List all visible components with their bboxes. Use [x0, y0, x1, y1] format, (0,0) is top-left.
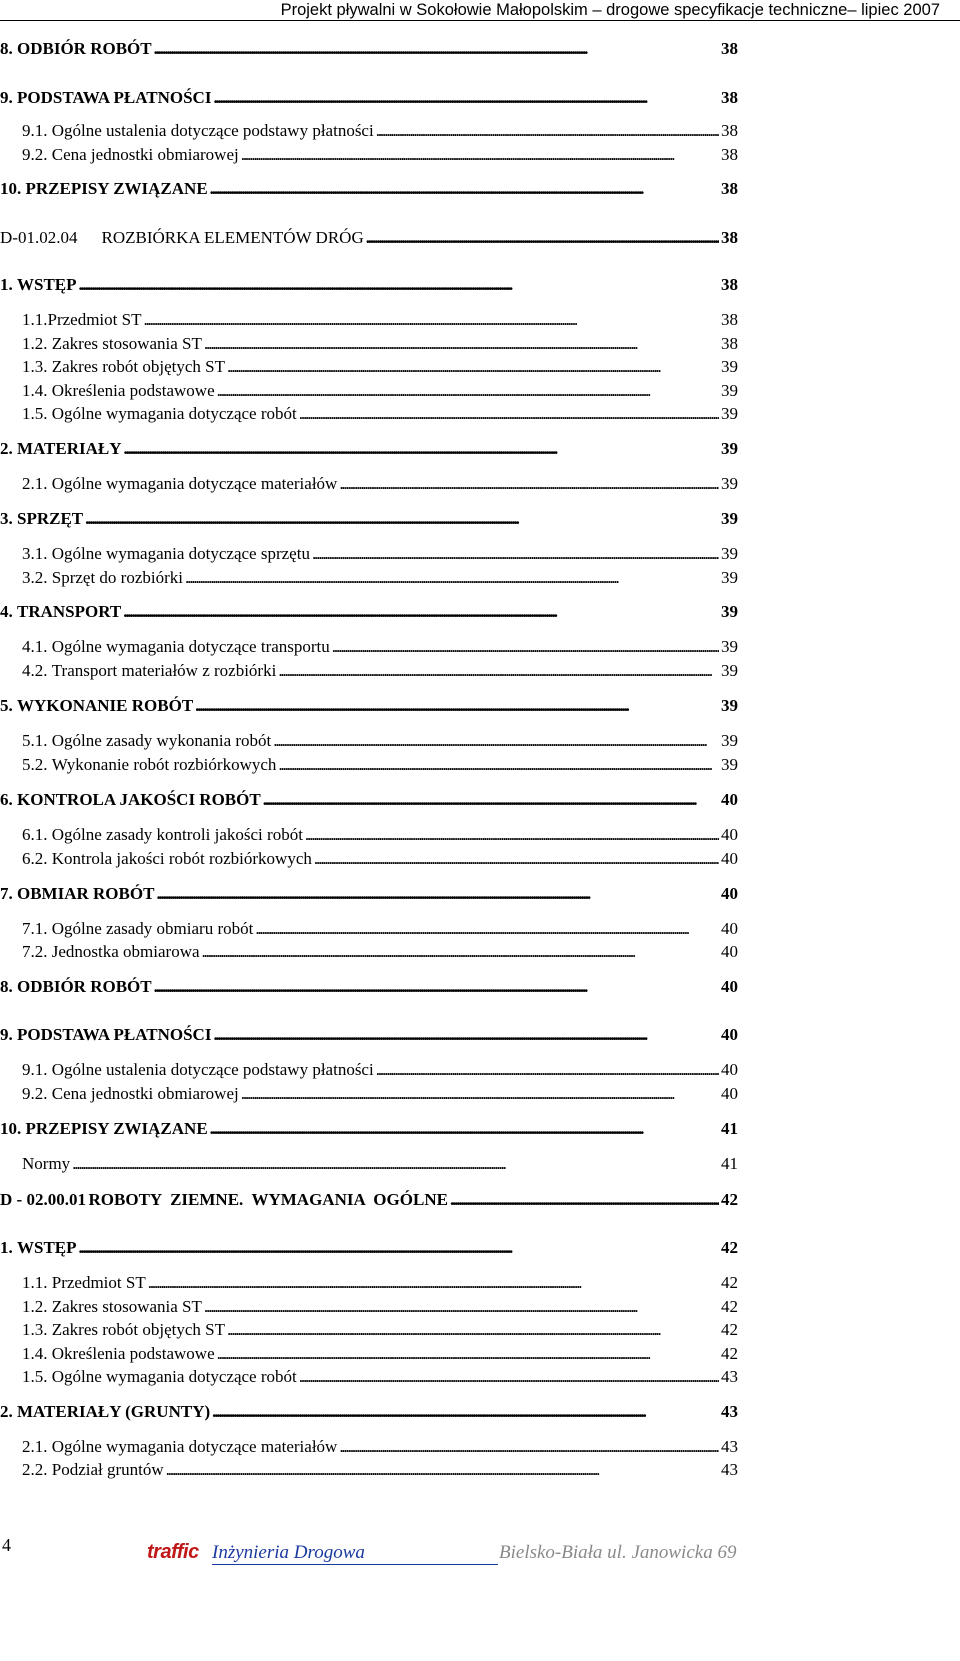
toc-entry-number: 3.1.: [22, 544, 48, 563]
toc-entry-number: 8.: [0, 39, 13, 58]
toc-entry-title: ROBOTY ZIEMNE. WYMAGANIA OGÓLNE: [88, 1190, 448, 1209]
toc-dot-leader: [314, 848, 719, 870]
toc-entry-number: 1.1.: [22, 310, 48, 329]
toc-entry-page: 40: [721, 919, 738, 938]
toc-entry-title: PODSTAWA PŁATNOŚCI: [17, 88, 212, 107]
toc-entry-page: 40: [721, 790, 738, 809]
toc-entry-number: 7.: [0, 884, 13, 903]
toc-entry-number: 6.2.: [22, 849, 48, 868]
toc-entry[interactable]: [22, 1436, 738, 1458]
toc-entry-title: MATERIAŁY: [17, 439, 122, 458]
toc-entry-number: 1.2.: [22, 334, 48, 353]
toc-entry-title: Określenia podstawowe: [51, 381, 215, 400]
toc-entry-number: 5.: [0, 696, 13, 715]
toc-entry-number: 1.1.: [22, 1273, 48, 1292]
toc-entry-page: 39: [721, 509, 738, 528]
toc-entry-number: 7.1.: [22, 919, 48, 938]
toc-dot-leader: [185, 567, 719, 589]
toc-dot-leader: [366, 227, 719, 249]
toc-entry-page: 40: [721, 884, 738, 903]
toc-entry-number: 1.4.: [22, 381, 48, 400]
toc-entry[interactable]: [22, 473, 738, 495]
toc-entry-page: 43: [721, 1402, 738, 1421]
toc-entry-number: 1.4.: [22, 1344, 48, 1363]
toc-entry[interactable]: [22, 1153, 738, 1175]
toc-entry-title: SPRZĘT: [17, 509, 84, 528]
toc-entry[interactable]: [0, 227, 738, 249]
toc-entry[interactable]: [22, 1366, 738, 1388]
toc-entry-number: 1.: [0, 1238, 13, 1257]
toc-entry[interactable]: [22, 730, 738, 752]
toc-dot-leader: [212, 1401, 719, 1423]
toc-entry[interactable]: [0, 976, 738, 998]
toc-entry-title: Ogólne wymagania dotyczące robót: [51, 1367, 297, 1386]
toc-dot-leader: [210, 1118, 719, 1140]
toc-entry[interactable]: [22, 333, 738, 355]
toc-entry[interactable]: [0, 695, 738, 717]
toc-entry-title: WSTĘP: [17, 275, 77, 294]
toc-dot-leader: [255, 918, 719, 940]
toc-entry[interactable]: [22, 144, 738, 166]
toc-entry[interactable]: [22, 543, 738, 565]
toc-entry-page: 38: [721, 310, 738, 329]
toc-dot-leader: [213, 1024, 719, 1046]
toc-entry[interactable]: [22, 1296, 738, 1318]
toc-entry-page: 38: [721, 334, 738, 353]
toc-entry-number: 2.: [0, 1402, 13, 1421]
toc-entry[interactable]: [22, 309, 738, 331]
toc-entry-title: Przedmiot ST: [47, 310, 142, 329]
toc-entry-title: KONTROLA JAKOŚCI ROBÓT: [17, 790, 261, 809]
toc-dot-leader: [213, 87, 719, 109]
toc-entry[interactable]: [22, 567, 738, 589]
toc-entry-number: 1.2.: [22, 1297, 48, 1316]
toc-dot-leader: [143, 309, 719, 331]
toc-entry-page: 41: [721, 1154, 738, 1173]
toc-entry[interactable]: [0, 38, 738, 60]
toc-entry-number: 10.: [0, 179, 22, 198]
toc-entry-number: 9.2.: [22, 1084, 48, 1103]
toc-entry[interactable]: [22, 1459, 738, 1481]
toc-entry[interactable]: [0, 789, 738, 811]
toc-dot-leader: [204, 333, 719, 355]
toc-dot-leader: [241, 1083, 719, 1105]
toc-entry-number: 2.: [0, 439, 13, 458]
toc-dot-leader: [79, 274, 719, 296]
toc-entry-number: 10.: [0, 1119, 22, 1138]
toc-entry-number: 3.: [0, 509, 13, 528]
toc-entry-title: MATERIAŁY (GRUNTY): [17, 1402, 211, 1421]
toc-entry-page: 43: [721, 1367, 738, 1386]
toc-entry[interactable]: [22, 120, 738, 142]
toc-entry[interactable]: [22, 824, 738, 846]
toc-entry[interactable]: [22, 380, 738, 402]
toc-entry-page: 40: [721, 825, 738, 844]
page-number: 4: [2, 1535, 11, 1555]
toc-entry-title: OBMIAR ROBÓT: [17, 884, 155, 903]
toc-entry-page: 42: [721, 1238, 738, 1257]
header-rule: [0, 20, 960, 21]
toc-entry[interactable]: [22, 754, 738, 776]
toc-entry-title: Ogólne wymagania dotyczące robót: [51, 404, 297, 423]
toc-entry-number: 2.1.: [22, 474, 48, 493]
toc-entry[interactable]: [0, 601, 738, 623]
toc-entry[interactable]: [0, 274, 738, 296]
toc-entry-number: 2.2.: [22, 1460, 48, 1479]
toc-entry-page: 42: [721, 1320, 738, 1339]
toc-entry-page: 39: [721, 544, 738, 563]
toc-entry-page: 40: [721, 1060, 738, 1079]
toc-entry-page: 43: [721, 1460, 738, 1479]
toc-entry-title: Ogólne wymagania dotyczące transportu: [51, 637, 330, 656]
toc-entry[interactable]: [0, 1118, 738, 1140]
toc-entry[interactable]: [22, 1343, 738, 1365]
toc-entry-title: Określenia podstawowe: [51, 1344, 215, 1363]
toc-entry-page: 42: [721, 1273, 738, 1292]
toc-entry-number: 9.1.: [22, 1060, 48, 1079]
toc-dot-leader: [72, 1153, 719, 1175]
toc-entry-title: Ogólne wymagania dotyczące materiałów: [51, 1437, 338, 1456]
toc-entry-number: 9.: [0, 88, 13, 107]
toc-dot-leader: [299, 403, 719, 425]
toc-entry-title: WSTĘP: [17, 1238, 77, 1257]
toc-entry-page: 38: [721, 88, 738, 107]
toc-entry-title: TRANSPORT: [17, 602, 122, 621]
toc-entry[interactable]: [22, 636, 738, 658]
footer-address: Bielsko-Biała ul. Janowicka 69: [499, 1542, 737, 1563]
toc-entry-title: Zakres stosowania ST: [51, 334, 202, 353]
toc-entry-number: 2.1.: [22, 1437, 48, 1456]
toc-entry[interactable]: [0, 1237, 738, 1259]
toc-entry-page: 39: [721, 568, 738, 587]
toc-entry-number: 1.3.: [22, 357, 48, 376]
toc-dot-leader: [339, 473, 719, 495]
toc-dot-leader: [202, 941, 719, 963]
toc-entry-page: 40: [721, 1025, 738, 1044]
toc-entry-page: 43: [721, 1437, 738, 1456]
toc-dot-leader: [450, 1189, 719, 1211]
toc-entry-number: D - 02.00.01: [0, 1190, 86, 1209]
toc-entry-page: 40: [721, 1084, 738, 1103]
toc-entry-page: 39: [721, 661, 738, 680]
toc-entry-number: 1.3.: [22, 1320, 48, 1339]
toc-entry-title: Podział gruntów: [51, 1460, 164, 1479]
toc-entry[interactable]: [22, 1319, 738, 1341]
toc-entry-title: Zakres robót objętych ST: [51, 357, 226, 376]
toc-entry-number: 8.: [0, 977, 13, 996]
toc-entry-title: Ogólne zasady kontroli jakości robót: [51, 825, 303, 844]
toc-entry-number: 5.2.: [22, 755, 48, 774]
footer-company-name: Inżynieria Drogowa: [212, 1542, 498, 1565]
toc-dot-leader: [278, 754, 719, 776]
toc-entry-number: 1.: [0, 275, 13, 294]
toc-dot-leader: [263, 789, 719, 811]
toc-entry-title: Transport materiałów z rozbiórki: [51, 661, 277, 680]
toc-entry-title: Ogólne zasady wykonania robót: [51, 731, 272, 750]
toc-entry-page: 38: [721, 228, 738, 247]
toc-entry-page: 39: [721, 637, 738, 656]
toc-dot-leader: [241, 144, 719, 166]
toc-entry-title: PRZEPISY ZWIĄZANE: [25, 1119, 208, 1138]
toc-dot-leader: [154, 38, 719, 60]
toc-entry-number: D-01.02.04: [0, 228, 78, 247]
toc-entry-page: 39: [721, 696, 738, 715]
toc-entry-title: Zakres robót objętych ST: [51, 1320, 226, 1339]
running-header: Projekt pływalni w Sokołowie Małopolskim – drogowe specyfikacje techniczne– lipiec 2007: [280, 1, 940, 19]
toc-dot-leader: [217, 1343, 719, 1365]
toc-entry-number: 9.1.: [22, 121, 48, 140]
toc-entry-title: Ogólne wymagania dotyczące materiałów: [51, 474, 338, 493]
toc-entry-title: Zakres stosowania ST: [51, 1297, 202, 1316]
toc-entry-page: 39: [721, 731, 738, 750]
toc-entry[interactable]: [22, 356, 738, 378]
toc-entry-page: 39: [721, 404, 738, 423]
toc-entry-title: Ogólne ustalenia dotyczące podstawy płatności: [51, 1060, 374, 1079]
toc-entry-number: 1.5.: [22, 404, 48, 423]
toc-entry-number: 9.2.: [22, 145, 48, 164]
toc-entry-page: 39: [721, 474, 738, 493]
toc-entry-title: Ogólne zasady obmiaru robót: [51, 919, 254, 938]
toc-entry-title: PRZEPISY ZWIĄZANE: [25, 179, 208, 198]
toc-dot-leader: [273, 730, 719, 752]
toc-entry-title: Sprzęt do rozbiórki: [51, 568, 183, 587]
toc-entry-title: Ogólne ustalenia dotyczące podstawy płatności: [51, 121, 374, 140]
toc-dot-leader: [332, 636, 719, 658]
toc-dot-leader: [217, 380, 719, 402]
toc-entry[interactable]: [0, 1024, 738, 1046]
toc-entry-page: 42: [721, 1344, 738, 1363]
toc-entry[interactable]: [22, 1059, 738, 1081]
toc-dot-leader: [79, 1237, 719, 1259]
toc-entry[interactable]: [0, 178, 738, 200]
toc-dot-leader: [339, 1436, 719, 1458]
toc-entry-page: 38: [721, 179, 738, 198]
toc-entry-number: 4.: [0, 602, 13, 621]
toc-entry-number: 5.1.: [22, 731, 48, 750]
toc-dot-leader: [148, 1272, 719, 1294]
toc-entry-page: 39: [721, 755, 738, 774]
toc-entry-number: 4.1.: [22, 637, 48, 656]
toc-entry-number: 4.2.: [22, 661, 48, 680]
toc-dot-leader: [166, 1459, 719, 1481]
toc-entry-title: Kontrola jakości robót rozbiórkowych: [51, 849, 312, 868]
toc-dot-leader: [299, 1366, 719, 1388]
toc-entry-page: 38: [721, 39, 738, 58]
toc-entry-page: 40: [721, 849, 738, 868]
toc-entry-title: PODSTAWA PŁATNOŚCI: [17, 1025, 212, 1044]
toc-dot-leader: [376, 1059, 719, 1081]
toc-entry-number: 6.: [0, 790, 13, 809]
toc-entry[interactable]: [22, 848, 738, 870]
toc-entry[interactable]: [0, 438, 738, 460]
toc-entry-page: 38: [721, 145, 738, 164]
toc-entry-title: ODBIÓR ROBÓT: [17, 977, 152, 996]
toc-entry-page: 40: [721, 977, 738, 996]
toc-entry-title: Wykonanie robót rozbiórkowych: [51, 755, 277, 774]
toc-dot-leader: [124, 438, 719, 460]
toc-entry[interactable]: [0, 1189, 738, 1211]
toc-entry-title: Jednostka obmiarowa: [51, 942, 200, 961]
toc-dot-leader: [154, 976, 719, 998]
toc-entry-page: 39: [721, 357, 738, 376]
toc-dot-leader: [227, 1319, 719, 1341]
toc-entry[interactable]: [22, 403, 738, 425]
toc-entry-title: Cena jednostki obmiarowej: [51, 1084, 239, 1103]
toc-entry-page: 40: [721, 942, 738, 961]
toc-entry-title: Cena jednostki obmiarowej: [51, 145, 239, 164]
toc-entry[interactable]: [22, 1272, 738, 1294]
toc-dot-leader: [376, 120, 719, 142]
toc-entry-page: 39: [721, 439, 738, 458]
traffic-logo: traffic: [147, 1541, 199, 1563]
toc-entry-title: Ogólne wymagania dotyczące sprzętu: [51, 544, 310, 563]
toc-entry-title: WYKONANIE ROBÓT: [17, 696, 194, 715]
toc-dot-leader: [85, 508, 719, 530]
toc-entry-number: 9.: [0, 1025, 13, 1044]
toc-entry[interactable]: [22, 941, 738, 963]
toc-entry-title: ROZBIÓRKA ELEMENTÓW DRÓG: [101, 228, 364, 247]
toc-entry[interactable]: [0, 1401, 738, 1423]
toc-entry-page: 39: [721, 381, 738, 400]
toc-entry[interactable]: [22, 918, 738, 940]
toc-entry-page: 38: [721, 275, 738, 294]
toc-dot-leader: [123, 601, 719, 623]
toc-entry[interactable]: [0, 883, 738, 905]
toc-dot-leader: [227, 356, 719, 378]
toc-entry-page: 42: [721, 1190, 738, 1209]
toc-entry-page: 41: [721, 1119, 738, 1138]
toc-dot-leader: [156, 883, 719, 905]
toc-entry[interactable]: [0, 508, 738, 530]
toc-entry[interactable]: [0, 87, 738, 109]
toc-entry-title: Normy: [22, 1154, 71, 1173]
toc-entry-title: ODBIÓR ROBÓT: [17, 39, 152, 58]
toc-entry-number: 6.1.: [22, 825, 48, 844]
toc-entry-number: 7.2.: [22, 942, 48, 961]
toc-entry-page: 42: [721, 1297, 738, 1316]
toc-dot-leader: [305, 824, 719, 846]
toc-dot-leader: [195, 695, 719, 717]
toc-entry-page: 38: [721, 121, 738, 140]
toc-entry-number: 1.5.: [22, 1367, 48, 1386]
toc-entry-page: 39: [721, 602, 738, 621]
toc-dot-leader: [204, 1296, 719, 1318]
toc-entry[interactable]: [22, 660, 738, 682]
toc-entry-number: 3.2.: [22, 568, 48, 587]
toc-dot-leader: [278, 660, 719, 682]
toc-dot-leader: [312, 543, 719, 565]
toc-entry-title: Przedmiot ST: [51, 1273, 146, 1292]
toc-dot-leader: [210, 178, 719, 200]
toc-entry[interactable]: [22, 1083, 738, 1105]
